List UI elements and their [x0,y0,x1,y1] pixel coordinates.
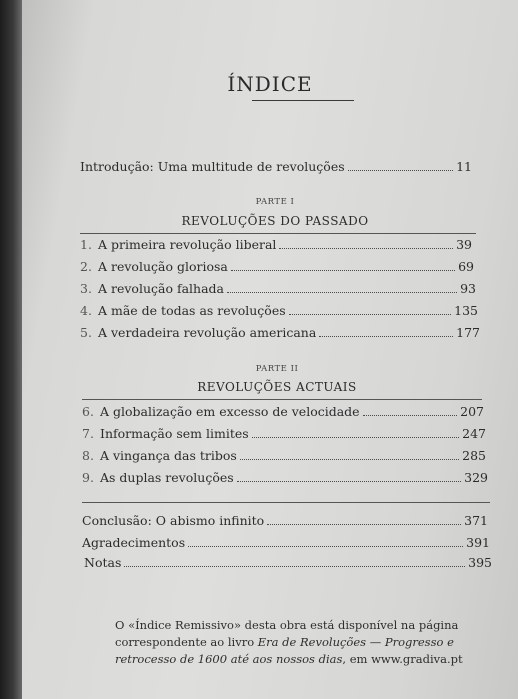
book-page [22,0,518,699]
toc-entry-label: Notas [84,555,122,570]
toc-entry-label: A globalização em excesso de velocidade [100,404,360,419]
toc-entry-label: Conclusão: O abismo infinito [82,513,265,528]
toc-entry [80,237,472,253]
toc-entry-page: 391 [466,535,490,550]
part-2-label: PARTE II [255,364,299,374]
dot-leader [124,565,465,567]
dot-leader [319,335,453,337]
book-spine [0,0,22,699]
part-1-title: REVOLUÇÕES DO PASSADO [181,214,369,228]
toc-entry [80,281,476,297]
toc-entry [80,303,478,319]
toc-entry-label: A vingança das tribos [100,448,237,463]
toc-entry-label: A revolução gloriosa [98,259,228,274]
part-2-divider [82,399,482,400]
toc-entry-acknowledgements [82,535,490,551]
toc-entry-page: 69 [458,259,474,274]
toc-entry-number: 5. [80,325,92,340]
toc-entry-number: 4. [80,303,92,318]
part-1-divider [80,233,476,234]
toc-entry-number: 8. [82,448,94,463]
toc-entry [82,426,486,442]
toc-entry-page: 135 [454,303,478,318]
toc-entry-page: 177 [456,325,480,340]
dot-leader [240,458,459,460]
toc-entry-page: 329 [464,470,488,485]
dot-leader [231,269,455,271]
toc-entry-label: A revolução falhada [98,281,224,296]
dot-leader [188,545,463,547]
toc-entry-number: 3. [80,281,92,296]
dot-leader [227,291,457,293]
dot-leader [363,414,458,416]
toc-entry-notes [84,555,492,571]
toc-entry-number: 9. [82,470,94,485]
toc-entry [80,325,480,341]
toc-entry-page: 371 [464,513,488,528]
dot-leader [252,436,459,438]
toc-entry-page: 11 [456,159,472,174]
index-note [115,617,485,668]
index-note-text: O «Índice Remissivo» desta obra está disponível na página correspondente ao livro [115,618,459,649]
toc-entry [82,404,484,420]
toc-entry [82,470,488,486]
index-note-url: , em www.gradiva.pt [342,652,463,666]
toc-entry-number: 6. [82,404,94,419]
toc-entry [80,259,474,275]
toc-entry-label: Informação sem limites [100,426,249,441]
toc-entry-page: 39 [456,237,472,252]
toc-entry-label: A verdadeira revolução americana [98,325,317,340]
toc-entry-number: 1. [80,237,92,252]
toc-entry-number: 7. [82,426,94,441]
toc-entry-label: A mãe de todas as revoluções [98,303,286,318]
page-title: ÍNDICE [227,72,313,96]
part-2-title: REVOLUÇÕES ACTUAIS [197,380,357,394]
toc-entry-number: 2. [80,259,92,274]
title-underline [252,100,354,101]
toc-entry-intro [80,159,472,175]
toc-entry-conclusion [82,513,488,529]
toc-entry-label: Agradecimentos [82,535,186,550]
toc-entry-label: As duplas revoluções [100,470,234,485]
dot-leader [279,247,453,249]
back-matter-divider [82,502,490,503]
toc-entry-page: 207 [460,404,484,419]
toc-entry-page: 285 [462,448,486,463]
part-1-label: PARTE I [255,197,295,207]
dot-leader [348,169,453,171]
toc-entry [82,448,486,464]
toc-entry-page: 247 [462,426,486,441]
toc-entry-page: 395 [468,555,492,570]
dot-leader [289,313,452,315]
dot-leader [237,480,461,482]
dot-leader [267,523,461,525]
book-title: Era de Revoluções — Progresso e retrocesso de 1600 até aos nossos dias [115,635,454,666]
toc-entry-label: A primeira revolução liberal [98,237,277,252]
toc-entry-label: Introdução: Uma multitude de revoluções [80,159,345,174]
toc-entry-page: 93 [460,281,476,296]
